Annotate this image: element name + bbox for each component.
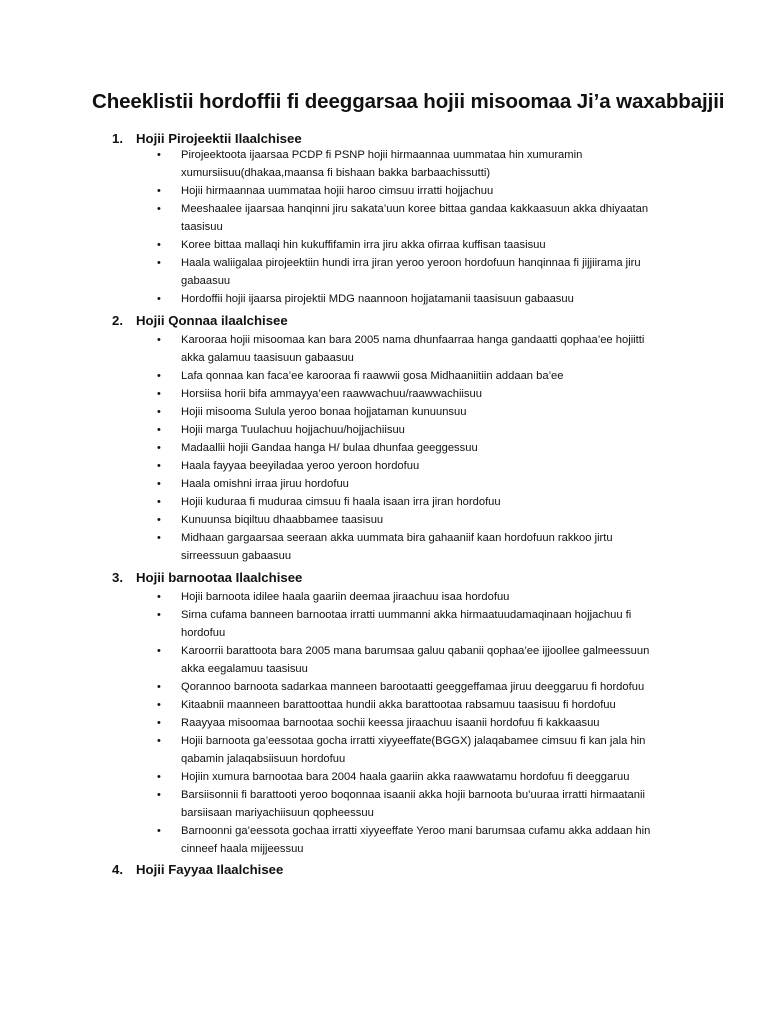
checklist-item	[0, 385, 768, 403]
checklist-item	[0, 786, 768, 822]
checklist-item-text	[181, 331, 671, 367]
checklist-item	[0, 439, 768, 457]
checklist-item-text	[181, 403, 671, 421]
checklist-item-text	[181, 146, 671, 182]
item-text-line: Kitaabnii maanneen barattoottaa hundii akka barattootaa rabsamuu taasisuu fi hordofuu	[181, 699, 616, 711]
item-text-line: Hojii kuduraa fi muduraa cimsuu fi haala isaan irra jiran hordofuu	[181, 496, 501, 508]
bullet-icon: •	[157, 257, 161, 269]
item-text-line: hordofuu	[181, 627, 226, 639]
item-text-line: cinneef haala mijjeessuu	[181, 843, 304, 855]
section-heading-text: Hojii Fayyaa Ilaalchisee	[136, 862, 284, 877]
bullet-icon: •	[157, 645, 161, 657]
bullet-icon: •	[157, 203, 161, 215]
checklist-item-text	[181, 290, 671, 308]
checklist-items	[0, 588, 768, 858]
checklist-item	[0, 588, 768, 606]
checklist-item	[0, 606, 768, 642]
bullet-icon: •	[157, 149, 161, 161]
item-text-line: Hojii marga Tuulachuu hojjachuu/hojjachiisuu	[181, 424, 405, 436]
checklist-item	[0, 421, 768, 439]
bullet-icon: •	[157, 591, 161, 603]
bullet-icon: •	[157, 239, 161, 251]
bullet-icon: •	[157, 478, 161, 490]
item-text-line: Raayyaa misoomaa barnootaa sochii keessa jiraachuu isaanii hordofuu fi kakkaasuu	[181, 717, 600, 729]
checklist-item	[0, 182, 768, 200]
checklist-items	[0, 331, 768, 565]
checklist-item	[0, 457, 768, 475]
checklist-item-text	[181, 421, 671, 439]
section-heading-text: Hojii Pirojeektii Ilaalchisee	[136, 131, 302, 146]
checklist-item	[0, 367, 768, 385]
bullet-icon: •	[157, 370, 161, 382]
checklist-item-text	[181, 367, 671, 385]
bullet-icon: •	[157, 442, 161, 454]
checklist-item	[0, 822, 768, 858]
section-heading	[112, 570, 302, 585]
bullet-icon: •	[157, 388, 161, 400]
checklist-item-text	[181, 511, 671, 529]
section-number: 2.	[112, 313, 123, 328]
item-text-line: taasisuu	[181, 221, 223, 233]
checklist-item	[0, 254, 768, 290]
item-text-line: Hojiin xumura barnootaa bara 2004 haala gaariin akka raawwatamu hordofuu fi deeggaruu	[181, 771, 630, 783]
checklist-item-text	[181, 529, 671, 565]
item-text-line: Madaallii hojii Gandaa hanga H/ bulaa dhunfaa geeggessuu	[181, 442, 478, 454]
checklist-item	[0, 511, 768, 529]
bullet-icon: •	[157, 699, 161, 711]
item-text-line: Karooraa hojii misoomaa kan bara 2005 nama dhunfaarraa hanga gandaatti qophaa’ee hojiitti	[181, 334, 645, 346]
item-text-line: Hojii hirmaannaa uummataa hojii haroo cimsuu irratti hojjachuu	[181, 185, 494, 197]
item-text-line: Hojii barnoota ga’eessotaa gocha irratti xiyyeeffate(BGGX) jalaqabamee cimsuu fi kan jala hin	[181, 735, 646, 747]
checklist-item	[0, 678, 768, 696]
checklist-item-text	[181, 236, 671, 254]
bullet-icon: •	[157, 717, 161, 729]
item-text-line: Lafa qonnaa kan faca’ee karooraa fi raawwii gosa Midhaaniitiin addaan ba’ee	[181, 370, 564, 382]
checklist-item	[0, 529, 768, 565]
checklist-item-text	[181, 768, 671, 786]
item-text-line: Hojii misooma Sulula yeroo bonaa hojjataman kunuunsuu	[181, 406, 467, 418]
checklist-item	[0, 331, 768, 367]
item-text-line: Karoorrii barattoota bara 2005 mana barumsaa galuu qabanii qophaa’ee ijjoollee galmeessuun	[181, 645, 650, 657]
checklist-item	[0, 290, 768, 308]
checklist-item	[0, 200, 768, 236]
item-text-line: xumursiisuu(dhakaa,maansa fi bishaan bakka barbaachissutti)	[181, 167, 491, 179]
checklist-item-text	[181, 606, 671, 642]
item-text-line: Meeshaalee ijaarsaa hanqinni jiru sakata’uun koree bittaa gandaa kakkaasuun akka dhiyaatan	[181, 203, 649, 215]
checklist-item-text	[181, 786, 671, 822]
item-text-line: Pirojeektoota ijaarsaa PCDP fi PSNP hojii hirmaannaa uummataa hin xumuramin	[181, 149, 583, 161]
item-text-line: Sirna cufama banneen barnootaa irratti uummanni akka hirmaatuudamaqinaan hojjachuu fi	[181, 609, 632, 621]
item-text-line: Koree bittaa mallaqi hin kukuffifamin irra jiru akka ofirraa kuffisan taasisuu	[181, 239, 546, 251]
bullet-icon: •	[157, 609, 161, 621]
item-text-line: barsiisaan mariyachiisuun qopheessuu	[181, 807, 374, 819]
checklist-item	[0, 475, 768, 493]
section-heading-text: Hojii barnootaa Ilaalchisee	[136, 570, 303, 585]
item-text-line: akka eegalamuu taasisuu	[181, 663, 308, 675]
checklist-item-text	[181, 696, 671, 714]
bullet-icon: •	[157, 825, 161, 837]
section-heading	[112, 313, 288, 328]
checklist-item	[0, 714, 768, 732]
checklist-item-text	[181, 439, 671, 457]
checklist-item	[0, 146, 768, 182]
bullet-icon: •	[157, 789, 161, 801]
document-title: Cheeklistii hordoffii fi deeggarsaa hojii misoomaa Ji’a waxabbajjii	[92, 90, 725, 113]
checklist-item	[0, 493, 768, 511]
bullet-icon: •	[157, 735, 161, 747]
checklist-item-text	[181, 254, 671, 290]
checklist-item	[0, 696, 768, 714]
section-number: 1.	[112, 131, 123, 146]
checklist-item-text	[181, 822, 671, 858]
checklist-item-text	[181, 475, 671, 493]
bullet-icon: •	[157, 424, 161, 436]
checklist-item-text	[181, 200, 671, 236]
checklist-item	[0, 236, 768, 254]
bullet-icon: •	[157, 532, 161, 544]
item-text-line: Barsiisonnii fi barattooti yeroo boqonnaa isaanii akka hojii barnoota bu’uuraa irratti hirmaatanii	[181, 789, 645, 801]
item-text-line: Horsiisa horii bifa ammayya’een raawwachuu/raawwachiisuu	[181, 388, 482, 400]
item-text-line: Kunuunsa biqiltuu dhaabbamee taasisuu	[181, 514, 384, 526]
bullet-icon: •	[157, 406, 161, 418]
checklist-item	[0, 642, 768, 678]
item-text-line: Midhaan gargaarsaa seeraan akka uummata bira gahaaniif kaan hordofuun rakkoo jirtu	[181, 532, 613, 544]
section-number: 4.	[112, 862, 123, 877]
bullet-icon: •	[157, 460, 161, 472]
checklist-item-text	[181, 457, 671, 475]
item-text-line: akka galamuu taasisuun gabaasuu	[181, 352, 354, 364]
checklist-item-text	[181, 714, 671, 732]
checklist-item	[0, 403, 768, 421]
section-heading-text: Hojii Qonnaa ilaalchisee	[136, 313, 288, 328]
item-text-line: Haala omishni irraa jiruu hordofuu	[181, 478, 349, 490]
item-text-line: Haala waliigalaa pirojeektiin hundi irra jiran yeroo yeroon hordofuun hanqinnaa fi jijjiirama jiru	[181, 257, 641, 269]
checklist-item	[0, 768, 768, 786]
bullet-icon: •	[157, 334, 161, 346]
checklist-item-text	[181, 642, 671, 678]
checklist-items	[0, 146, 768, 308]
item-text-line: Hordoffii hojii ijaarsa pirojektii MDG naannoon hojjatamanii taasisuun gabaasuu	[181, 293, 574, 305]
checklist-item-text	[181, 385, 671, 403]
item-text-line: sirreessuun gabaasuu	[181, 550, 292, 562]
bullet-icon: •	[157, 293, 161, 305]
checklist-item-text	[181, 493, 671, 511]
section-heading	[112, 131, 302, 146]
checklist-item-text	[181, 732, 671, 768]
item-text-line: Barnoonni ga’eessota gochaa irratti xiyyeeffate Yeroo mani barumsaa cufamu akka addaan hin	[181, 825, 651, 837]
bullet-icon: •	[157, 681, 161, 693]
item-text-line: Haala fayyaa beeyiladaa yeroo yeroon hordofuu	[181, 460, 420, 472]
item-text-line: Qorannoo barnoota sadarkaa manneen barootaatti geeggeffamaa jiruu deeggaruu fi hordofuu	[181, 681, 645, 693]
checklist-item-text	[181, 182, 671, 200]
bullet-icon: •	[157, 514, 161, 526]
section-heading	[112, 862, 283, 877]
item-text-line: gabaasuu	[181, 275, 231, 287]
item-text-line: qabamin jalaqabsiisuun hordofuu	[181, 753, 346, 765]
checklist-item-text	[181, 678, 671, 696]
bullet-icon: •	[157, 496, 161, 508]
section-number: 3.	[112, 570, 123, 585]
checklist-item	[0, 732, 768, 768]
item-text-line: Hojii barnoota idilee haala gaariin deemaa jiraachuu isaa hordofuu	[181, 591, 510, 603]
bullet-icon: •	[157, 771, 161, 783]
bullet-icon: •	[157, 185, 161, 197]
checklist-item-text	[181, 588, 671, 606]
